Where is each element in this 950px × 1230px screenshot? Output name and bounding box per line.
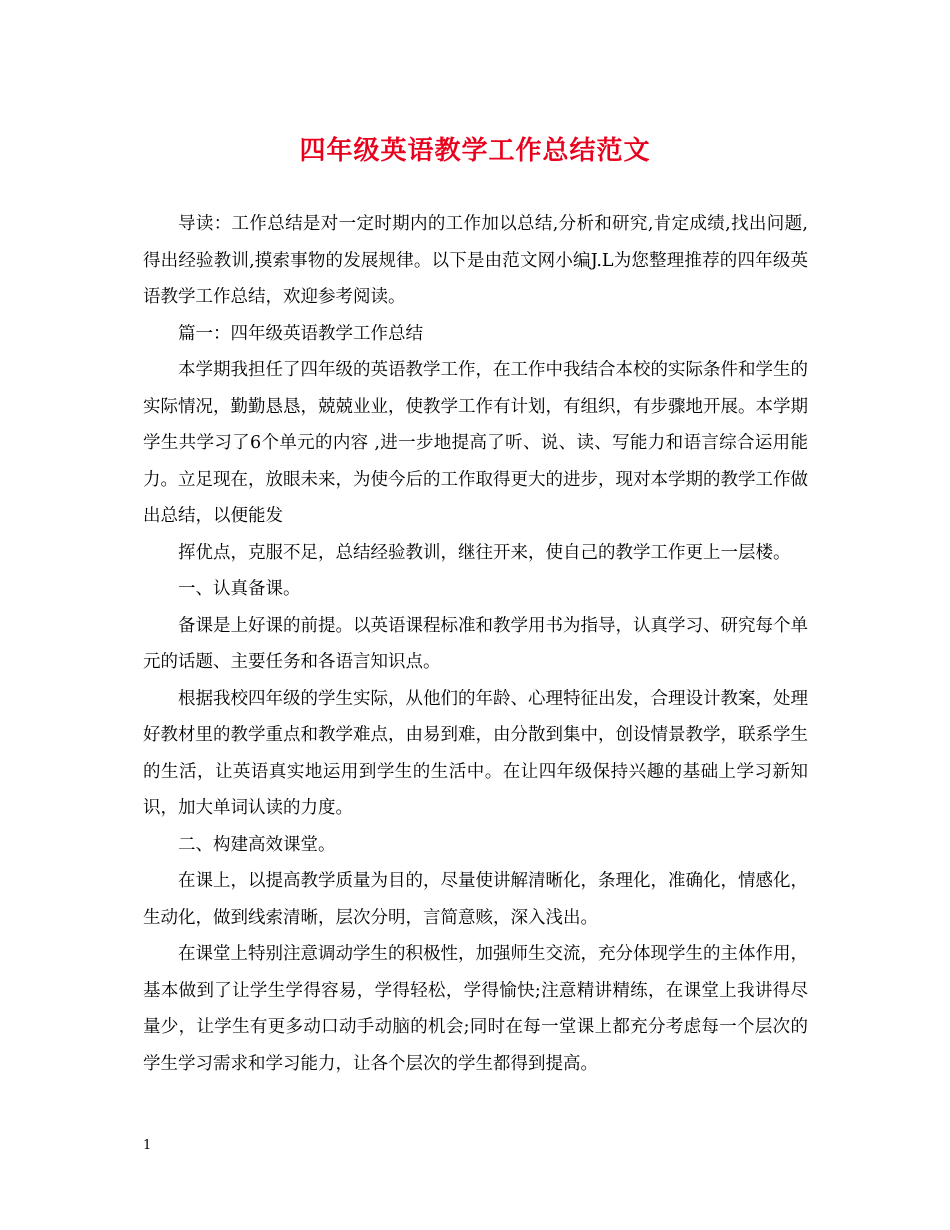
paragraph-heading: 一、认真备课。	[178, 579, 301, 599]
document-body	[143, 206, 808, 1082]
paragraph-intro: 导读：工作总结是对一定时期内的工作加以总结,分析和研究,肯定成绩,找出问题,得出经验教训,摸索事物的发展规律。以下是由范文网小编J.L为您整理推荐的四年级英语教学工作总结，欢迎参考阅读。	[143, 214, 808, 307]
paragraph-section-heading: 篇一：四年级英语教学工作总结	[178, 323, 423, 344]
paragraph: 备课是上好课的前提。以英语课程标准和教学用书为指导，认真学习、研究每个单元的话题、主要任务和各语言知识点。	[143, 615, 808, 672]
paragraph-heading: 二、构建高效课堂。	[178, 834, 336, 855]
paragraph: 本学期我担任了四年级的英语教学工作，在工作中我结合本校的实际条件和学生的实际情况，勤勤恳恳，兢兢业业，使教学工作有计划，有组织，有步骤地开展。本学期学生共学习了6个单元的内容 ,进一步地提高了听、说、读、写能力和语言综合运用能力。立足现在，放眼未来，为使今后的工作取得更大的进步，现对本学期的教学工作做出总结，以便能发	[143, 360, 808, 526]
paragraph: 挥优点，克服不足，总结经验教训，继往开来，使自己的教学工作更上一层楼。	[178, 542, 791, 563]
paragraph: 在课堂上特别注意调动学生的积极性，加强师生交流，充分体现学生的主体作用，基本做到了让学生学得容易，学得轻松，学得愉快;注意精讲精练，在课堂上我讲得尽量少，让学生有更多动口动手动脑的机会;同时在每一堂课上都充分考虑每一个层次的学生学习需求和学习能力，让各个层次的学生都得到提高。	[143, 944, 808, 1074]
paragraph: 根据我校四年级的学生实际，从他们的年龄、心理特征出发，合理设计教案，处理好教材里的教学重点和教学难点，由易到难，由分散到集中，创设情景教学，联系学生的生活，让英语真实地运用到学生的生活中。在让四年级保持兴趣的基础上学习新知识，加大单词认读的力度。	[143, 688, 808, 818]
paragraph: 在课上，以提高教学质量为目的，尽量使讲解清晰化，条理化，准确化，情感化，生动化，做到线索清晰，层次分明，言简意赅，深入浅出。	[143, 871, 808, 928]
page-number: 1	[143, 1138, 152, 1153]
document-title: 四年级英语教学工作总结范文	[299, 136, 651, 166]
